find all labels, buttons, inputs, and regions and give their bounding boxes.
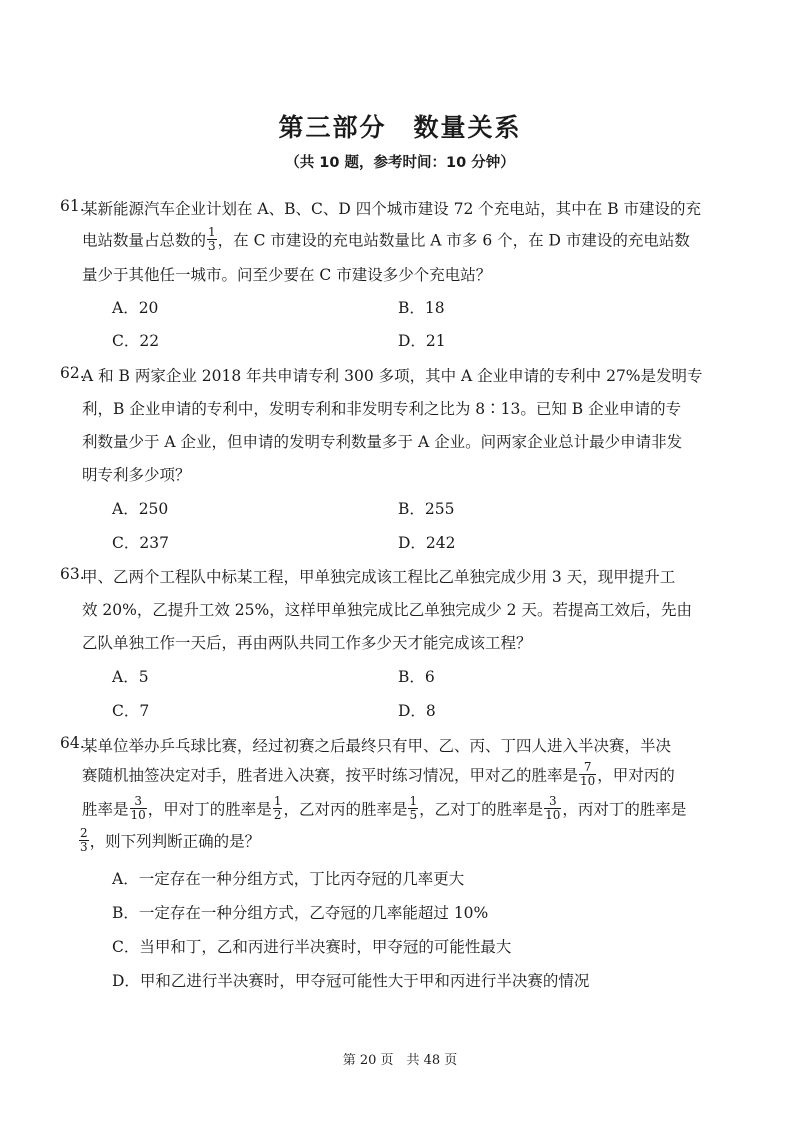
fraction: $\frac{1}{5}$ xyxy=(409,794,418,822)
option-a: A．5 xyxy=(112,668,149,686)
option-b: B．一定存在一种分组方式，乙夺冠的几率能超过 10% xyxy=(112,904,489,922)
fraction: $\frac{1}{2}$ xyxy=(273,794,282,822)
option-a: A．250 xyxy=(112,500,169,518)
option-c: C．237 xyxy=(112,534,169,552)
question-text-line: 某单位举办乒乓球比赛，经过初赛之后最终只有甲、乙、丙、丁四人进入半决赛，半决 xyxy=(82,737,672,755)
question-number: 64. xyxy=(60,734,85,752)
fraction: $\frac{3}{10}$ xyxy=(130,794,146,822)
option-a: A．一定存在一种分组方式，丁比丙夺冠的几率更大 xyxy=(112,870,465,888)
fraction: $\frac{1}{3}$ xyxy=(208,225,216,253)
question-text-line: 甲、乙两个工程队中标某工程，甲单独完成该工程比乙单独完成少用 3 天，现甲提升工 xyxy=(82,568,676,586)
option-c: C．7 xyxy=(112,702,150,720)
option-d: D．甲和乙进行半决赛时，甲夺冠可能性大于甲和丙进行半决赛的情况 xyxy=(112,972,590,990)
question-text-line: 某新能源汽车企业计划在 A、B、C、D 四个城市建设 72 个充电站，其中在 B 市建设的充 xyxy=(82,200,702,218)
option-a: A．20 xyxy=(112,299,159,317)
option-c: C．当甲和丁，乙和丙进行半决赛时，甲夺冠的可能性最大 xyxy=(112,938,512,956)
page-footer: 第 20 页 共 48 页 xyxy=(342,1053,458,1068)
question-text-line: 胜率是 $\frac{3}{10}$ ，甲对丁的胜率是 $\frac{1}{2}$ ，乙对丙的胜率是 $\frac{1}{5}$ ，乙对丁的胜率是 $\frac{3}{10}$ ，丙对丁的胜率是 xyxy=(82,794,687,822)
question-text-line: 明专利多少项？ xyxy=(82,466,191,484)
question-number: 63. xyxy=(60,565,85,583)
question-text-line: 利数量少于 A 企业，但申请的发明专利数量多于 A 企业。问两家企业总计最少申请非发 xyxy=(82,433,683,451)
question-text-line: $\frac{2}{3}$ ，则下列判断正确的是？ xyxy=(80,826,261,854)
fraction: $\frac{7}{10}$ xyxy=(580,760,596,788)
question-text-line: 利，B 企业申请的专利中，发明专利和非发明专利之比为 8∶13。已知 B 企业申请的专 xyxy=(82,400,682,418)
option-b: B．255 xyxy=(398,500,455,518)
question-text-line: 电站数量占总数的 $\frac{1}{3}$ ，在 C 市建设的充电站数量比 A 市多 6 个，在 D 市建设的充电站数 xyxy=(82,225,690,253)
question-text-line: 量少于其他任一城市。问至少要在 C 市建设多少个充电站？ xyxy=(82,266,492,284)
option-d: D．21 xyxy=(398,332,446,350)
option-d: D．242 xyxy=(398,534,456,552)
option-d: D．8 xyxy=(398,702,436,720)
option-b: B．18 xyxy=(398,299,445,317)
fraction: $\frac{2}{3}$ xyxy=(80,826,88,854)
question-text-line: A 和 B 两家企业 2018 年共申请专利 300 多项，其中 A 企业申请的专利中 27%是发明专 xyxy=(82,367,703,385)
fraction: $\frac{3}{10}$ xyxy=(545,794,561,822)
question-text-line: 乙队单独工作一天后，再由两队共同工作多少天才能完成该工程？ xyxy=(82,634,532,652)
question-text-line: 赛随机抽签决定对手，胜者进入决赛，按平时练习情况，甲对乙的胜率是 $\frac{7}{10}$ ，甲对丙的 xyxy=(82,760,675,788)
option-b: B．6 xyxy=(398,668,435,686)
question-number: 61. xyxy=(60,197,85,215)
section-subtitle: （共 10 题，参考时间：10 分钟） xyxy=(285,155,515,171)
question-text-line: 效 20%，乙提升工效 25%，这样甲单独完成比乙单独完成少 2 天。若提高工效后，先由 xyxy=(82,601,692,619)
section-title: 第三部分 数量关系 xyxy=(278,113,522,142)
question-number: 62. xyxy=(60,364,85,382)
option-c: C．22 xyxy=(112,332,160,350)
